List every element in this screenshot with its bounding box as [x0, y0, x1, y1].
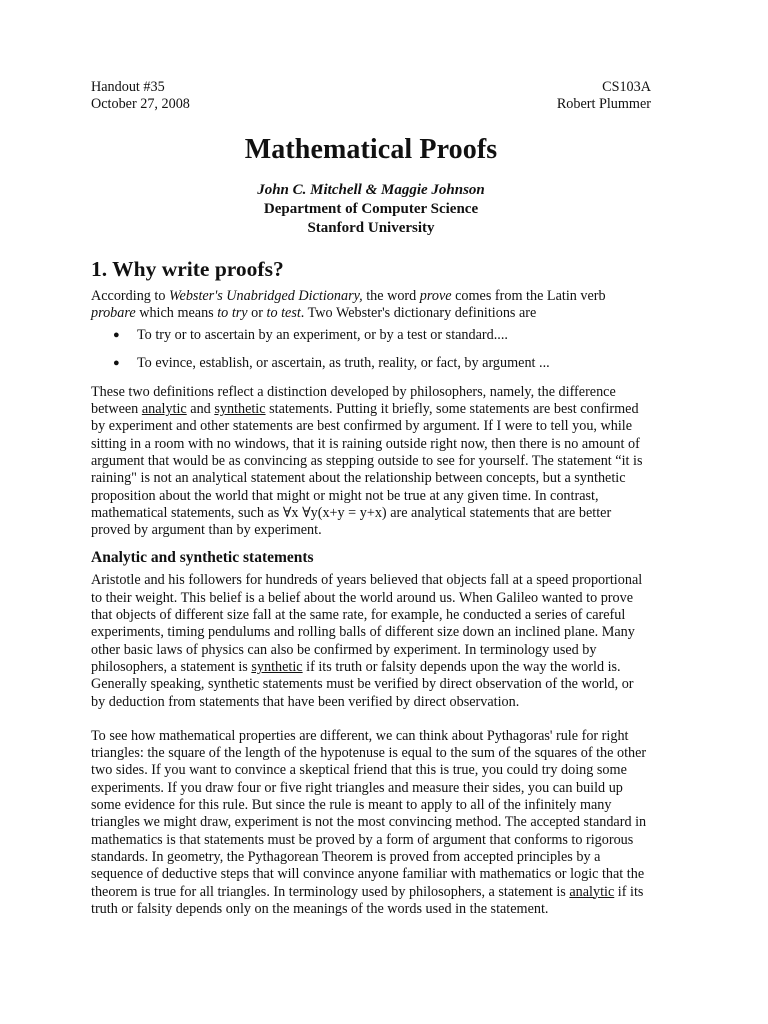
- subsection-heading: Analytic and synthetic statements: [91, 549, 314, 567]
- dictionary-title: Webster's Unabridged Dictionary,: [169, 287, 363, 304]
- text-run: if its truth or falsity depends only on the meanings of the words used in the statement.: [91, 883, 644, 917]
- document-title: Mathematical Proofs: [244, 133, 498, 165]
- text-run: According to: [91, 287, 170, 304]
- text-run: Aristotle and his followers for hundreds of years believed that objects fall at a speed proportional to their weight. This belief is a belief about the world around us. When Galileo wanted to prove that objects of different size fall at the same rate, for example, he conducted a series of careful experiments, timing pendulums and rolling balls of different size down an inclined plane. Many other basic laws of physics can also be confirmed by experiment. In terminology used by philosophers, a statement is: [91, 572, 643, 675]
- analytic-paragraph: [91, 728, 651, 918]
- list-item: [91, 355, 651, 372]
- text-run: and: [186, 401, 215, 418]
- term-to-try: to try: [217, 304, 248, 321]
- text-run: These two definitions reflect a distinction developed by philosophers, namely, the difference between: [91, 383, 616, 418]
- text-run: . Two Webster's dictionary definitions are: [300, 304, 537, 321]
- term-probare: probare: [91, 304, 136, 321]
- list-item-text: To evince, establish, or ascertain, as truth, reality, or fact, by argument ...: [137, 355, 550, 372]
- authors: John C. Mitchell & Maggie Johnson: [257, 181, 485, 198]
- term-analytic: analytic: [569, 883, 615, 900]
- synthetic-paragraph: [91, 572, 651, 710]
- text-run: which means: [135, 304, 218, 321]
- university: Stanford University: [307, 220, 435, 237]
- header-left: [91, 79, 190, 114]
- document-page: [91, 79, 651, 918]
- text-run: or: [247, 304, 267, 321]
- bullet-icon: ●: [113, 357, 120, 370]
- header-right: [557, 79, 651, 114]
- intro-paragraph: [91, 288, 651, 323]
- term-prove: prove: [419, 287, 452, 304]
- definition-list: [91, 327, 651, 373]
- text-run: if its truth or falsity depends upon the way the world is. Generally speaking, synthetic statements must be verified by direct observation of the world, or by deduction from statements that have been verified by direct observation.: [91, 658, 634, 710]
- text-run: comes from the Latin verb: [451, 287, 606, 304]
- department: Department of Computer Science: [263, 200, 479, 217]
- bullet-icon: ●: [113, 329, 120, 342]
- document-header: [91, 79, 651, 114]
- definitions-paragraph: [91, 384, 651, 540]
- list-item: [91, 327, 651, 344]
- term-synthetic: synthetic: [214, 401, 266, 418]
- term-analytic: analytic: [141, 401, 187, 418]
- text-run: statements. Putting it briefly, some statements are best confirmed by experiment and other statements are best confirmed by argument. If I were to tell you, while sitting in a room with no windows, that it is raining outside right now, then there is no amount of argument that would be as convincing as stepping outside to see for yourself. The statement “it is raining" is not an analytical statement about the relationship between concepts, but a synthetic proposition about the world that might or might not be true at any given time. In contrast, mathematical statements, such as ∀x ∀y(x+y = y+x) are analytical statements that are better proved by argument than by experiment.: [91, 401, 643, 539]
- text-run: the word: [362, 287, 420, 304]
- text-run: To see how mathematical properties are different, we can think about Pythagoras' rule for right triangles: the square of the length of the hypotenuse is equal to the sum of the squares of the other two sides. If you want to convince a skeptical friend that this is true, you could try doing some experiments. If you draw four or five right triangles and measure their sides, you can build up some evidence for this rule. But since the rule is meant to apply to all of the infinitely many triangles we might draw, experiment is not the most convincing method. The accepted standard in mathematics is that statements must be proved by a form of argument that conforms to rigorous standards. In geometry, the Pythagorean Theorem is proved from accepted principles by a sequence of deductive steps that will convince anyone familiar with mathematics or logic that the theorem is true for all triangles. In terminology used by philosophers, a statement is: [91, 727, 647, 900]
- handout-date: October 27, 2008: [91, 96, 190, 113]
- paragraph-spacer: [91, 711, 651, 728]
- term-to-test: to test: [266, 304, 301, 321]
- instructor-name: Robert Plummer: [556, 96, 651, 113]
- course-code: CS103A: [602, 79, 651, 95]
- term-synthetic: synthetic: [251, 658, 303, 675]
- handout-number: Handout #35: [91, 79, 165, 95]
- list-item-text: To try or to ascertain by an experiment, or by a test or standard....: [137, 327, 508, 344]
- section-heading: 1. Why write proofs?: [91, 256, 284, 281]
